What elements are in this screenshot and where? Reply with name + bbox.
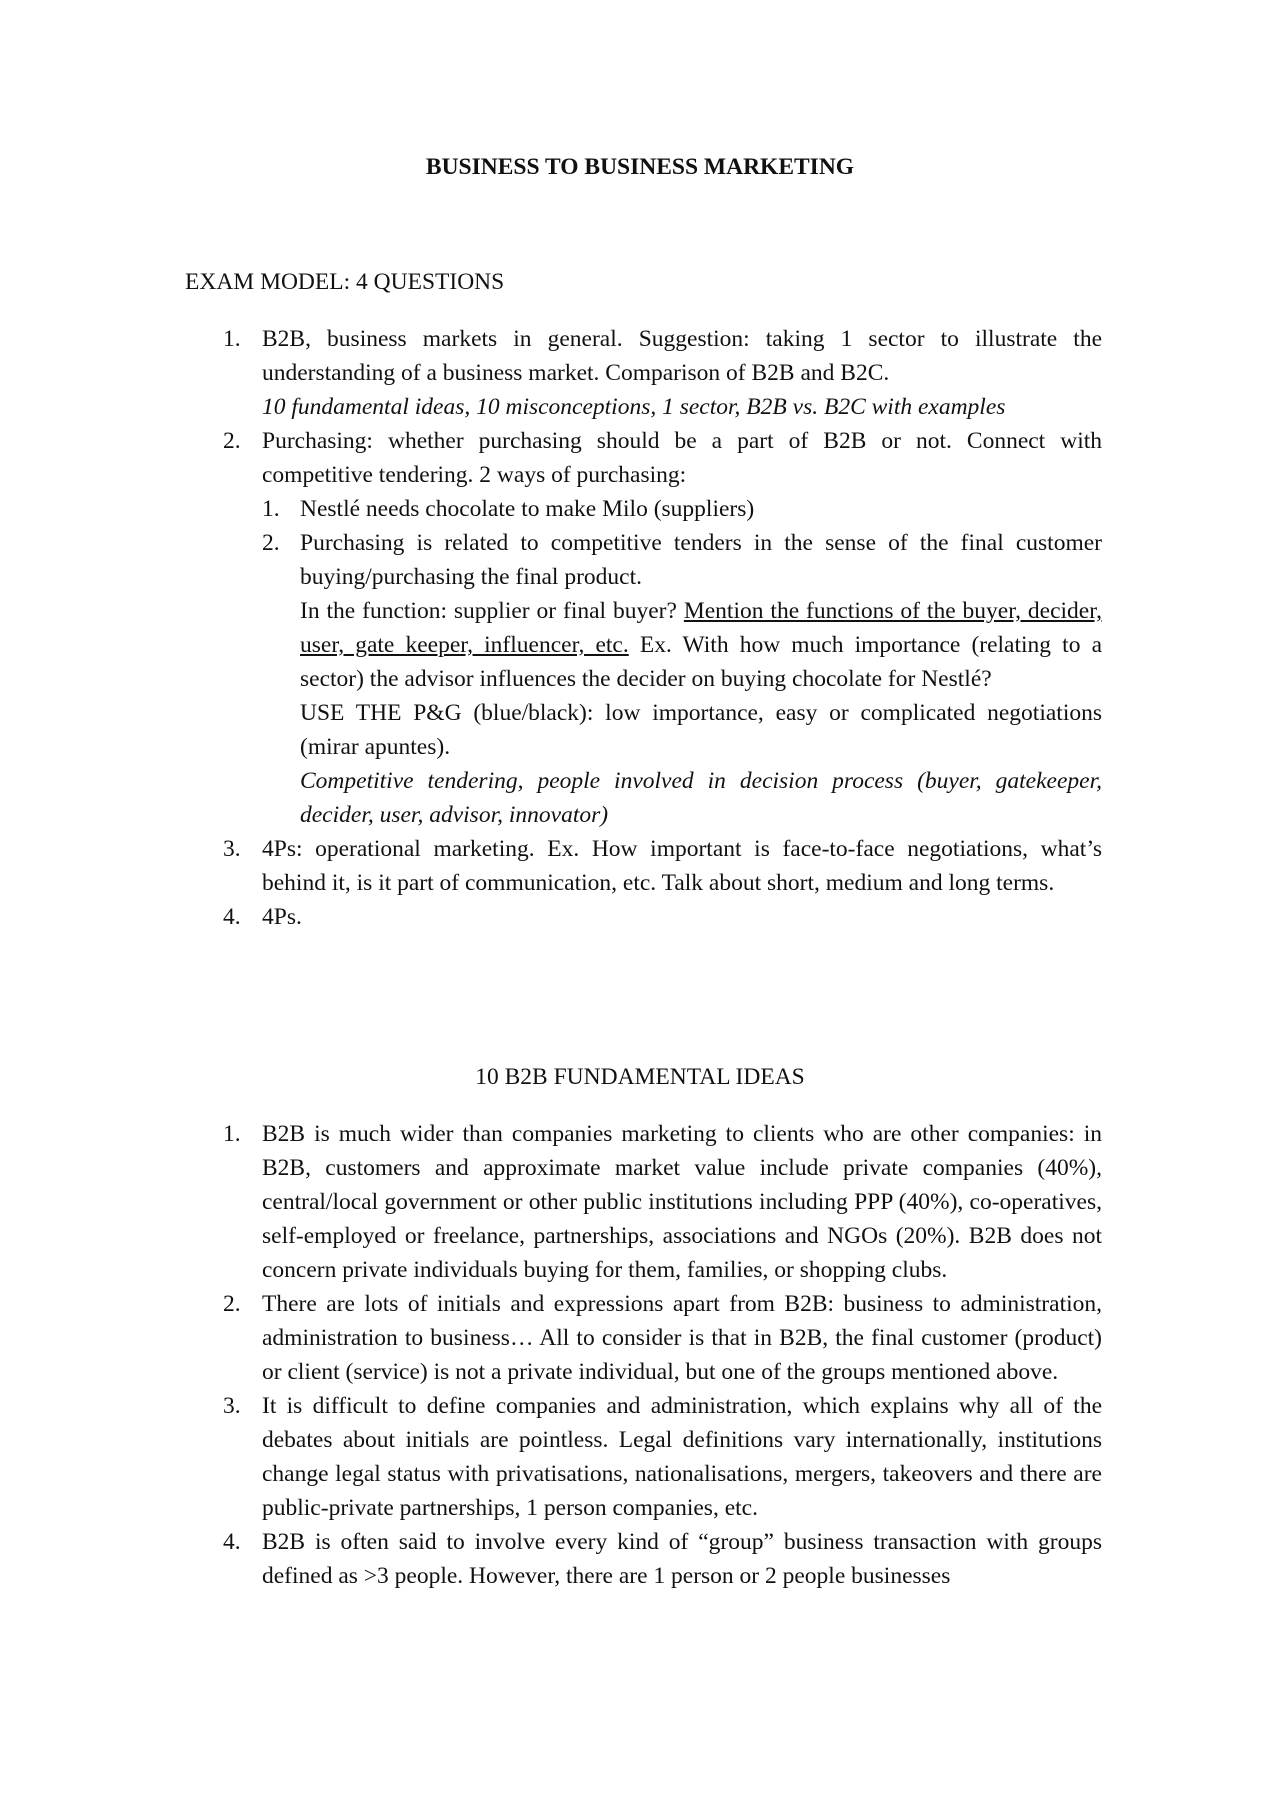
list-item [185, 1389, 1102, 1525]
list-item [185, 1117, 1102, 1287]
list-item-text: There are lots of initials and expressions apart from B2B: business to administration, administration to business… All to consider is that in B2B, the final customer (product) or client (service) is not a private individual, but one of the groups mentioned above. [262, 1291, 1102, 1385]
list-item-number: 2. [223, 1291, 241, 1317]
list-item-text: B2B, business markets in general. Suggestion: taking 1 sector to illustrate the understanding of a business market. Comparison of B2B and B2C. [262, 326, 1102, 386]
underlined-text: Mention the functions of the buyer, decider, user, gate keeper, influencer, etc. [300, 598, 1102, 658]
list-item-text: 4Ps. [262, 904, 302, 930]
list-item [185, 1525, 1102, 1593]
list-item [185, 1287, 1102, 1389]
pg-paragraph: USE THE P&G (blue/black): low importance, easy or complicated negotiations (mirar apuntes). [300, 700, 1102, 760]
paragraph-text: In the function: supplier or final buyer? [300, 598, 684, 624]
list-item [185, 322, 1102, 424]
sub-list-item-text: Nestlé needs chocolate to make Milo (suppliers) [300, 496, 755, 522]
list-item [185, 424, 1102, 832]
list-item-number: 1. [223, 326, 241, 352]
list-item-number: 3. [223, 836, 241, 862]
list-item-number: 4. [223, 904, 241, 930]
list-item-number: 4. [223, 1529, 241, 1555]
list-item-number: 2. [223, 428, 241, 454]
sub-list-item-text: Purchasing is related to competitive tenders in the sense of the final customer buying/purchasing the final product. [300, 530, 1102, 590]
list-item-text: B2B is often said to involve every kind of “group” business transaction with groups defined as >3 people. However, there are 1 person or 2 people businesses [262, 1529, 1102, 1589]
exam-model-heading: EXAM MODEL: 4 QUESTIONS [185, 269, 505, 295]
list-item-italic-note: 10 fundamental ideas, 10 misconceptions, 1 sector, B2B vs. B2C with examples [262, 394, 1006, 420]
italic-paragraph: Competitive tendering, people involved in decision process (buyer, gatekeeper, decider, user, advisor, innovator) [300, 768, 1102, 828]
list-item-text: 4Ps: operational marketing. Ex. How important is face-to-face negotiations, what’s behind it, is it part of communication, etc. Talk about short, medium and long terms. [262, 836, 1102, 896]
functions-paragraph [262, 594, 1102, 696]
list-item-text: B2B is much wider than companies marketing to clients who are other companies: in B2B, customers and approximate market value include private companies (40%), central/local government or other public institutions including PPP (40%), co-operatives, self-employed or freelance, partnerships, associations and NGOs (20%). B2B does not concern private individuals buying for them, families, or shopping clubs. [262, 1121, 1102, 1283]
section-heading: 10 B2B FUNDAMENTAL IDEAS [475, 1064, 805, 1090]
paragraph-text: Ex. With how much importance (relating to a sector) the advisor influences the decider on buying chocolate for Nestlé? [300, 632, 1102, 692]
list-item-number: 3. [223, 1393, 241, 1419]
sub-list-item-number: 2. [262, 530, 280, 556]
exam-questions-list [185, 322, 1102, 934]
sub-list-item [262, 492, 1102, 526]
list-item [185, 832, 1102, 900]
fundamental-ideas-list [185, 1117, 1102, 1593]
list-item-number: 1. [223, 1121, 241, 1147]
sub-list-item [262, 526, 1102, 594]
sub-list-item-number: 1. [262, 496, 280, 522]
list-item [185, 900, 1102, 934]
document-title: BUSINESS TO BUSINESS MARKETING [425, 154, 855, 180]
list-item-text: It is difficult to define companies and administration, which explains why all of the debates about initials are pointless. Legal definitions vary internationally, institutions change legal status with privatisations, nationalisations, mergers, takeovers and there are public-private partnerships, 1 person companies, etc. [262, 1393, 1102, 1521]
list-item-text: Purchasing: whether purchasing should be a part of B2B or not. Connect with competitive tendering. 2 ways of purchasing: [262, 428, 1102, 488]
